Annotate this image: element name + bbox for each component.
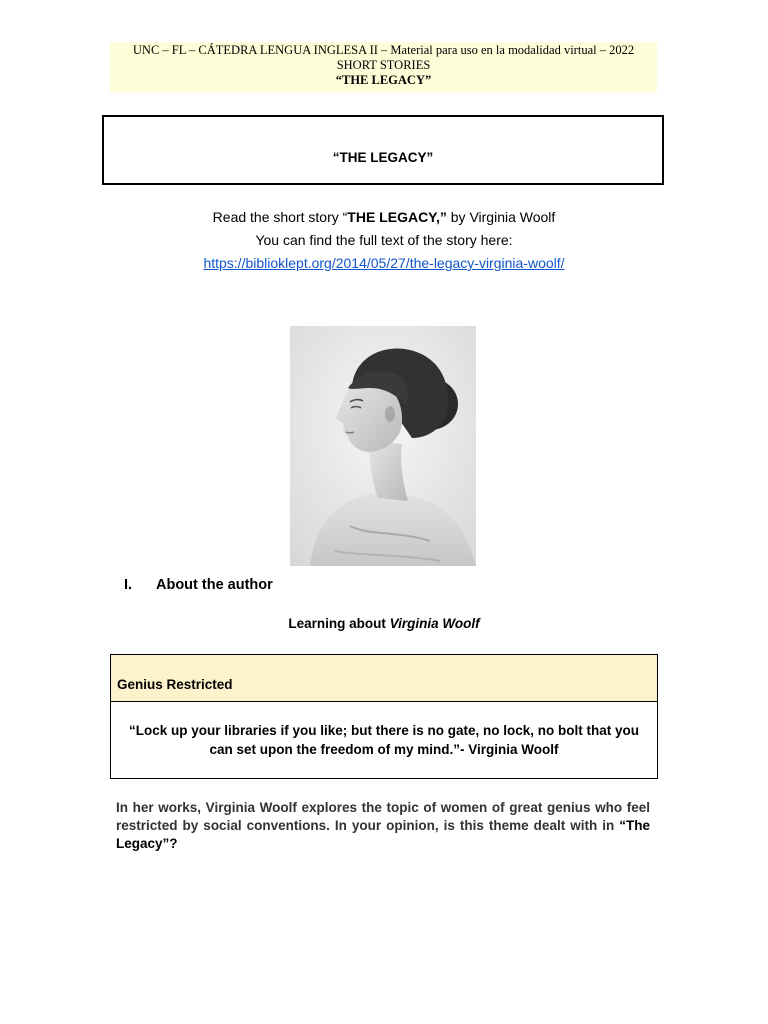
subtitle: [0, 616, 768, 631]
intro-block: [0, 206, 768, 275]
page-title: “THE LEGACY”: [332, 150, 434, 165]
read-suffix: by Virginia Woolf: [446, 209, 556, 225]
section-title: About the author: [156, 577, 273, 593]
document-header: [110, 42, 657, 92]
subtitle-author-name: Virginia Woolf: [389, 616, 480, 631]
header-line-course: UNC – FL – CÁTEDRA LENGUA INGLESA II – Material para uso en la modalidad virtual – 2022: [132, 43, 635, 57]
section-number: I.: [124, 577, 133, 593]
subtitle-prefix: Learning about: [288, 616, 390, 631]
read-prefix: Read the short story “: [212, 209, 348, 225]
title-box: [102, 115, 664, 185]
author-portrait: [290, 326, 476, 566]
section-heading: [124, 577, 273, 593]
question-mark: ?: [169, 836, 178, 851]
genius-restricted-box: [110, 654, 658, 779]
read-instruction: [0, 206, 768, 229]
genius-heading: Genius Restricted: [111, 655, 657, 702]
header-line-story: “THE LEGACY”: [335, 73, 432, 87]
find-text: You can find the full text of the story here:: [255, 232, 513, 248]
story-link[interactable]: https://biblioklept.org/2014/05/27/the-legacy-virginia-woolf/: [203, 255, 565, 271]
discussion-question: [116, 799, 650, 853]
story-title: THE LEGACY,”: [347, 209, 447, 225]
header-line-unit: SHORT STORIES: [336, 58, 431, 72]
question-text: In her works, Virginia Woolf explores the topic of women of great genius who feel restricted by social conventions. In your opinion, is this theme dealt with in: [116, 800, 650, 833]
woolf-quote: “Lock up your libraries if you like; but there is no gate, no lock, no bolt that you can set upon the freedom of my mind.”- Virginia Woolf: [128, 723, 640, 757]
question-story-title: “The Legacy”: [116, 818, 650, 851]
